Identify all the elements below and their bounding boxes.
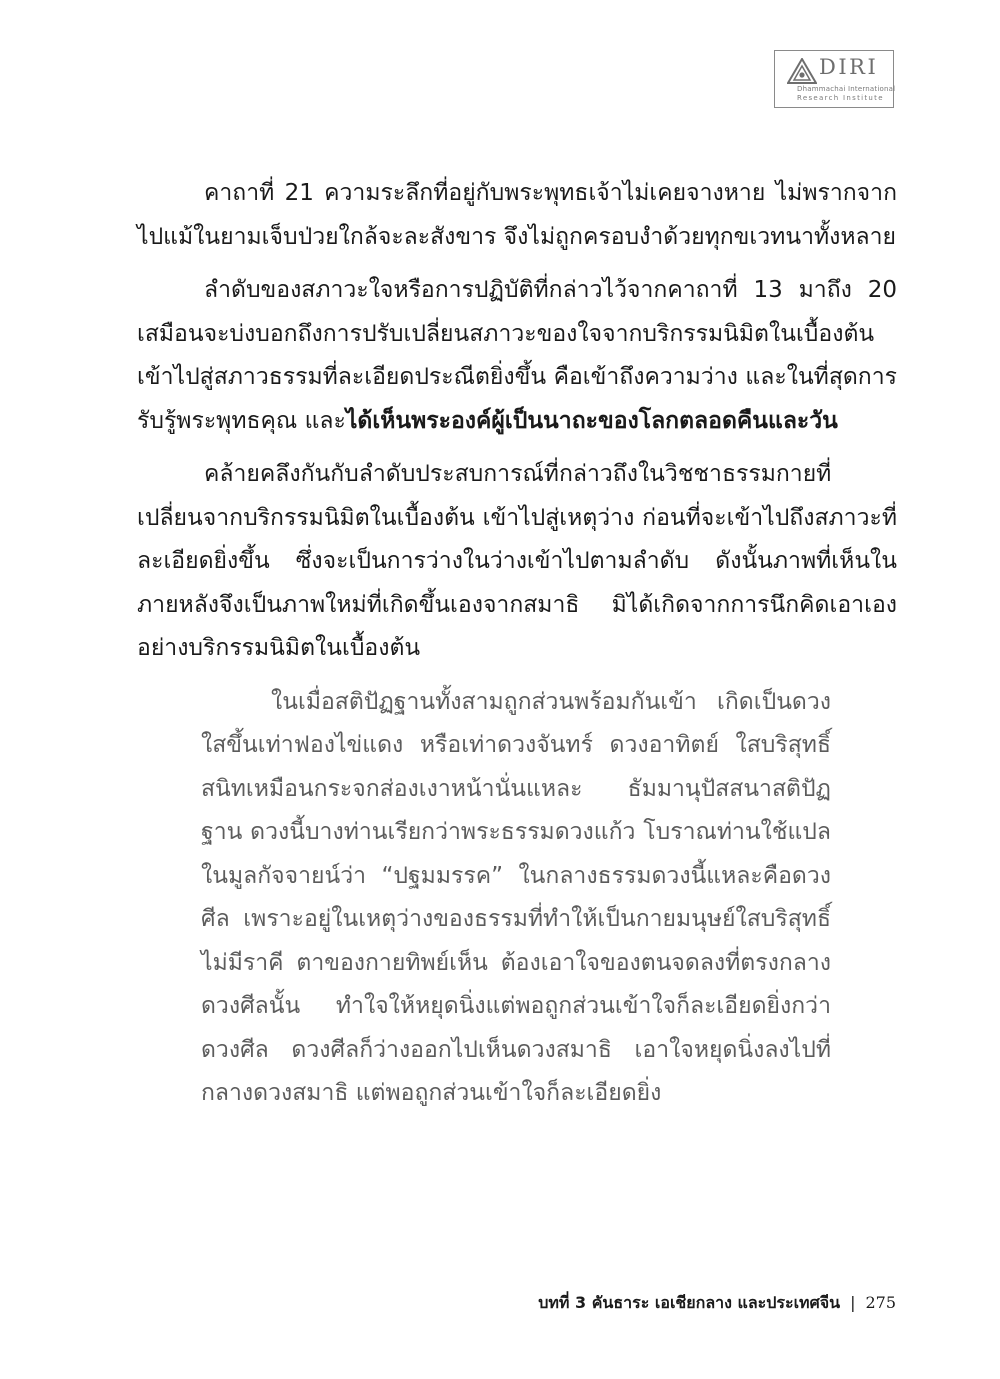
paragraph-2-text: ลำดับของสภาวะใจหรือการปฏิบัติที่กล่าวไว้จากคาถาที่ 13 มาถึง 20 เสมือนจะบ่งบอกถึงการปรับเปลี่ยนสภาวะของใจจากบริกรรมนิมิตในเบื้องต้นเข้าไปสู่สภาวธรรมที่ละเอียดประณีตยิ่งขึ้น คือเข้าถึงความว่าง และในที่สุดการรับรู้พระพุทธคุณ และ (137, 277, 897, 434)
block-quote: ในเมื่อสติปัฏฐานทั้งสามถูกส่วนพร้อมกันเข้า เกิดเป็นดวงใสขึ้นเท่าฟองไข่แดง หรือเท่าดวงจันทร์ ดวงอาทิตย์ ใสบริสุทธิ์สนิทเหมือนกระจกส่องเงาหน้านั่นแหละ ธัมมานุปัสสนาสติปัฏฐาน ดวงนี้บางท่านเรียกว่าพระธรรมดวงแก้ว โบราณท่านใช้แปลในมูลกัจจายน์ว่า “ปฐมมรรค” ในกลางธรรมดวงนี้แหละคือดวงศีล เพราะอยู่ในเหตุว่างของธรรมที่ทำให้เป็นกายมนุษย์ใสบริสุทธิ์ไม่มีราคี ตาของกายทิพย์เห็น ต้องเอาใจของตนจดลงที่ตรงกลางดวงศีลนั้น ทำใจให้หยุดนิ่งแต่พอถูกส่วนเข้าใจก็ละเอียดยิ่งกว่าดวงศีล ดวงศีลก็ว่างออกไปเห็นดวงสมาธิ เอาใจหยุดนิ่งลงไปที่กลางดวงสมาธิ แต่พอถูกส่วนเข้าใจก็ละเอียดยิ่ง (201, 688, 831, 1106)
page-footer (538, 1291, 896, 1316)
dhammachai-triangle-icon (787, 58, 817, 84)
paragraph-3: คล้ายคลึงกันกับลำดับประสบการณ์ที่กล่าวถึงในวิชชาธรรมกายที่เปลี่ยนจากบริกรรมนิมิตในเบื้องต้น เข้าไปสู่เหตุว่าง ก่อนที่จะเข้าไปถึงสภาวะที่ละเอียดยิ่งขึ้น ซึ่งจะเป็นการว่างในว่างเข้าไปตามลำดับ ดังนั้นภาพที่เห็นในภายหลังจึงเป็นภาพใหม่ที่เกิดขึ้นเองจากสมาธิ มิได้เกิดจากการนึกคิดเอาเองอย่างบริกรรมนิมิตในเบื้องต้น (137, 461, 897, 661)
diri-logo (774, 50, 894, 108)
page-number: 275 (865, 1293, 896, 1312)
page-body (137, 172, 897, 1116)
paragraph-2 (137, 269, 897, 443)
logo-brand: DIRI (819, 55, 879, 79)
footer-separator: | (850, 1293, 856, 1312)
chapter-title: บทที่ 3 คันธาระ เอเชียกลาง และประเทศจีน (538, 1293, 841, 1312)
paragraph-1: คาถาที่ 21 ความระลึกที่อยู่กับพระพุทธเจ้าไม่เคยจางหาย ไม่พรากจากไปแม้ในยามเจ็บป่วยใกล้จะละสังขาร จึงไม่ถูกครอบงำด้วยทุกขเวทนาทั้งหลาย (137, 180, 897, 250)
paragraph-2-emphasis: ได้เห็นพระองค์ผู้เป็นนาถะของโลกตลอดคืนและวัน (345, 407, 838, 434)
logo-line-1: Dhammachai International (797, 85, 896, 93)
logo-line-2: Research Institute (797, 94, 884, 102)
